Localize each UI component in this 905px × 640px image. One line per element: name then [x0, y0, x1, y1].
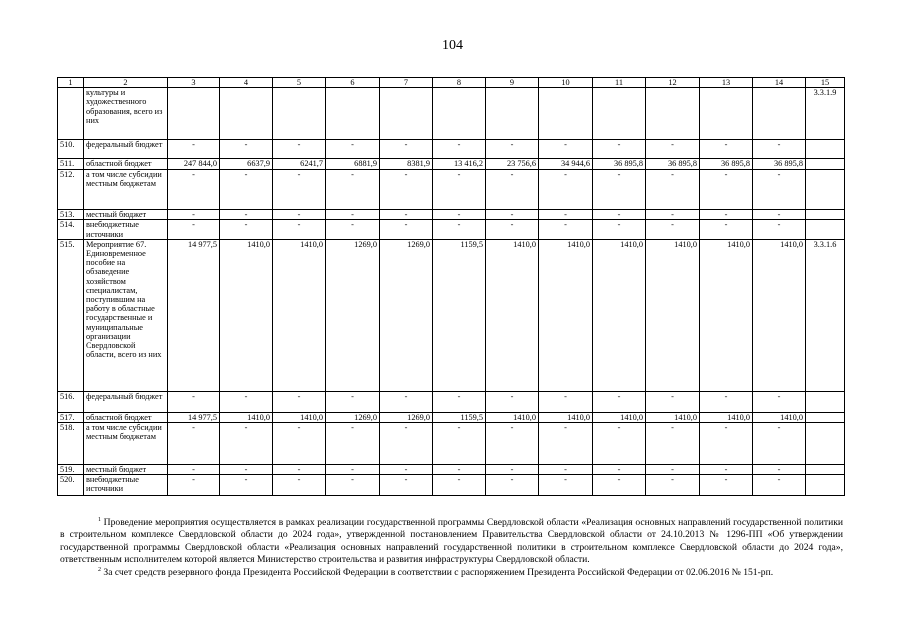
value-cell: - — [326, 220, 380, 239]
value-cell: - — [700, 465, 753, 475]
value-cell: - — [168, 170, 220, 210]
column-header-2: 2 — [84, 78, 168, 88]
value-cell — [433, 88, 486, 140]
value-cell: - — [220, 140, 273, 159]
value-cell: - — [433, 423, 486, 465]
value-cell: - — [753, 210, 806, 220]
value-cell: - — [273, 475, 326, 496]
table-row — [58, 239, 845, 391]
value-cell: 23 756,6 — [486, 159, 539, 170]
value-cell: - — [380, 220, 433, 239]
row-number: 516. — [58, 391, 84, 412]
target-code — [806, 391, 845, 412]
row-number: 513. — [58, 210, 84, 220]
target-code — [806, 210, 845, 220]
value-cell: 13 416,2 — [433, 159, 486, 170]
value-cell — [539, 88, 593, 140]
value-cell: - — [539, 391, 593, 412]
value-cell: - — [646, 423, 700, 465]
table-row — [58, 88, 845, 140]
value-cell: - — [380, 475, 433, 496]
target-code — [806, 423, 845, 465]
column-header-4: 4 — [220, 78, 273, 88]
footnote-1-text: Проведение мероприятия осуществляется в рамках реализации государственной программы Свердловской области «Реализация основных направлений государственной политики в строительном комплексе Свердловской области до 2024 года», утвержденной постановлением Правительства Свердловской области от 24.10.2013 № 1296-ПП «Об утверждении государственной программы Свердловской области «Реализация основных направлений государственной политики в строительном комплексе Свердловской области до 2024 года», ответственным исполнителем которой является Министерство строительства и развития инфраструктуры Свердловской области. — [60, 517, 844, 566]
column-header-9: 9 — [486, 78, 539, 88]
value-cell: - — [380, 170, 433, 210]
footnote-1-mark: 1 — [98, 517, 101, 523]
table-row — [58, 220, 845, 239]
value-cell: 1159,5 — [433, 239, 486, 391]
column-header-15: 15 — [806, 78, 845, 88]
value-cell: - — [753, 475, 806, 496]
table-row — [58, 159, 845, 170]
value-cell: - — [700, 140, 753, 159]
value-cell — [486, 88, 539, 140]
value-cell: - — [700, 423, 753, 465]
row-number: 519. — [58, 465, 84, 475]
value-cell: 1410,0 — [273, 239, 326, 391]
value-cell: - — [326, 170, 380, 210]
target-code — [806, 159, 845, 170]
value-cell: - — [326, 423, 380, 465]
target-code — [806, 140, 845, 159]
value-cell: - — [486, 210, 539, 220]
value-cell: - — [168, 465, 220, 475]
value-cell: - — [486, 391, 539, 412]
value-cell: - — [168, 210, 220, 220]
value-cell: 6881,9 — [326, 159, 380, 170]
value-cell: - — [326, 391, 380, 412]
value-cell: - — [380, 210, 433, 220]
value-cell: - — [593, 140, 646, 159]
column-header-10: 10 — [539, 78, 593, 88]
value-cell: - — [753, 391, 806, 412]
value-cell: - — [753, 220, 806, 239]
value-cell: - — [700, 475, 753, 496]
value-cell: - — [168, 220, 220, 239]
column-header-14: 14 — [753, 78, 806, 88]
row-name: культуры и художественного образования, всего из них — [84, 88, 168, 140]
value-cell: - — [486, 170, 539, 210]
value-cell: 1410,0 — [486, 239, 539, 391]
footnote-2 — [60, 567, 843, 579]
value-cell: - — [220, 391, 273, 412]
value-cell — [646, 88, 700, 140]
value-cell: - — [593, 475, 646, 496]
value-cell: 1410,0 — [220, 412, 273, 422]
value-cell — [273, 88, 326, 140]
table-row — [58, 140, 845, 159]
value-cell: 36 895,8 — [593, 159, 646, 170]
value-cell: - — [593, 423, 646, 465]
column-header-13: 13 — [700, 78, 753, 88]
value-cell: - — [433, 170, 486, 210]
value-cell: 34 944,6 — [539, 159, 593, 170]
value-cell: - — [326, 210, 380, 220]
value-cell: - — [273, 391, 326, 412]
value-cell: - — [220, 170, 273, 210]
value-cell: 1410,0 — [539, 412, 593, 422]
value-cell: 1410,0 — [220, 239, 273, 391]
value-cell: - — [168, 423, 220, 465]
target-code — [806, 465, 845, 475]
value-cell: 1410,0 — [700, 412, 753, 422]
value-cell: 1410,0 — [273, 412, 326, 422]
value-cell — [753, 88, 806, 140]
value-cell: 1410,0 — [593, 239, 646, 391]
target-code: 3.3.1.9 — [806, 88, 845, 140]
value-cell — [168, 88, 220, 140]
value-cell: - — [593, 170, 646, 210]
value-cell: - — [646, 220, 700, 239]
value-cell: - — [753, 140, 806, 159]
value-cell — [380, 88, 433, 140]
value-cell: - — [646, 465, 700, 475]
value-cell: 1410,0 — [646, 412, 700, 422]
row-name: внебюджетные источники — [84, 475, 168, 496]
value-cell: 1410,0 — [646, 239, 700, 391]
value-cell: - — [326, 140, 380, 159]
value-cell: 14 977,5 — [168, 412, 220, 422]
value-cell: - — [646, 170, 700, 210]
value-cell: - — [539, 210, 593, 220]
value-cell: - — [700, 170, 753, 210]
value-cell: - — [326, 465, 380, 475]
value-cell: - — [273, 423, 326, 465]
table-body — [58, 88, 845, 496]
value-cell: - — [486, 140, 539, 159]
value-cell: - — [486, 220, 539, 239]
target-code: 3.3.1.6 — [806, 239, 845, 391]
target-code — [806, 475, 845, 496]
row-name: областной бюджет — [84, 412, 168, 422]
row-number: 512. — [58, 170, 84, 210]
row-name: а том числе субсидии местным бюджетам — [84, 423, 168, 465]
value-cell: 36 895,8 — [700, 159, 753, 170]
row-number: 514. — [58, 220, 84, 239]
value-cell: - — [220, 220, 273, 239]
row-name: местный бюджет — [84, 465, 168, 475]
value-cell: - — [326, 475, 380, 496]
table-row — [58, 423, 845, 465]
row-number: 515. — [58, 239, 84, 391]
value-cell: - — [433, 391, 486, 412]
row-name: федеральный бюджет — [84, 391, 168, 412]
column-header-6: 6 — [326, 78, 380, 88]
value-cell: - — [700, 220, 753, 239]
value-cell: - — [168, 391, 220, 412]
value-cell: - — [486, 475, 539, 496]
value-cell: - — [539, 170, 593, 210]
value-cell: - — [273, 465, 326, 475]
target-code — [806, 170, 845, 210]
value-cell: 1269,0 — [380, 412, 433, 422]
value-cell: - — [273, 220, 326, 239]
target-code — [806, 220, 845, 239]
value-cell: 1410,0 — [486, 412, 539, 422]
table-row — [58, 170, 845, 210]
value-cell: - — [273, 170, 326, 210]
value-cell: - — [646, 210, 700, 220]
value-cell: - — [380, 423, 433, 465]
value-cell: - — [433, 140, 486, 159]
footnote-2-text: За счет средств резервного фонда Президента Российской Федерации в соответствии с распоряжением Президента Российской Федерации от 02.06.2016 № 151-рп. — [103, 566, 774, 578]
value-cell: - — [273, 140, 326, 159]
row-number: 520. — [58, 475, 84, 496]
value-cell: - — [486, 423, 539, 465]
row-name: местный бюджет — [84, 210, 168, 220]
table-row — [58, 391, 845, 412]
value-cell: - — [539, 140, 593, 159]
row-number: 511. — [58, 159, 84, 170]
value-cell: - — [168, 140, 220, 159]
value-cell: 6241,7 — [273, 159, 326, 170]
value-cell: 1410,0 — [593, 412, 646, 422]
value-cell: - — [433, 475, 486, 496]
value-cell: - — [220, 210, 273, 220]
value-cell: - — [593, 465, 646, 475]
row-name: внебюджетные источники — [84, 220, 168, 239]
value-cell: - — [539, 475, 593, 496]
value-cell: 1159,5 — [433, 412, 486, 422]
value-cell: - — [486, 465, 539, 475]
value-cell: 6637,9 — [220, 159, 273, 170]
value-cell — [326, 88, 380, 140]
header-row — [58, 78, 845, 88]
table-row — [58, 412, 845, 422]
value-cell: - — [539, 220, 593, 239]
value-cell: - — [753, 423, 806, 465]
row-name: областной бюджет — [84, 159, 168, 170]
value-cell: 8381,9 — [380, 159, 433, 170]
table-row — [58, 475, 845, 496]
value-cell: - — [700, 391, 753, 412]
value-cell: 14 977,5 — [168, 239, 220, 391]
value-cell: - — [168, 475, 220, 496]
row-number: 518. — [58, 423, 84, 465]
value-cell: - — [646, 391, 700, 412]
value-cell: - — [753, 170, 806, 210]
value-cell: - — [273, 210, 326, 220]
value-cell: - — [753, 465, 806, 475]
value-cell: 1410,0 — [753, 412, 806, 422]
row-number: 517. — [58, 412, 84, 422]
value-cell — [700, 88, 753, 140]
value-cell — [220, 88, 273, 140]
value-cell: 1269,0 — [380, 239, 433, 391]
value-cell: 1410,0 — [700, 239, 753, 391]
column-header-7: 7 — [380, 78, 433, 88]
column-header-5: 5 — [273, 78, 326, 88]
value-cell: - — [380, 140, 433, 159]
value-cell: - — [220, 475, 273, 496]
table-row — [58, 465, 845, 475]
target-code — [806, 412, 845, 422]
footnotes — [60, 517, 843, 579]
value-cell: - — [593, 210, 646, 220]
column-header-3: 3 — [168, 78, 220, 88]
footnote-1 — [60, 517, 843, 567]
value-cell: 1269,0 — [326, 239, 380, 391]
value-cell: - — [433, 210, 486, 220]
footnote-2-mark: 2 — [98, 566, 101, 573]
value-cell: - — [380, 391, 433, 412]
value-cell: - — [700, 210, 753, 220]
value-cell: - — [380, 465, 433, 475]
table-row — [58, 210, 845, 220]
value-cell: - — [433, 220, 486, 239]
row-name: Мероприятие 67. Единовременное пособие на обзаведение хозяйством специалистам, поступившим на работу в областные государственные и муниципальные организации Свердловской области, всего из них — [84, 239, 168, 391]
column-header-12: 12 — [646, 78, 700, 88]
row-number: 510. — [58, 140, 84, 159]
value-cell: - — [433, 465, 486, 475]
value-cell: - — [220, 423, 273, 465]
column-header-1: 1 — [58, 78, 84, 88]
row-number — [58, 88, 84, 140]
value-cell: 1269,0 — [326, 412, 380, 422]
value-cell: - — [539, 465, 593, 475]
value-cell: - — [593, 391, 646, 412]
value-cell — [593, 88, 646, 140]
row-name: федеральный бюджет — [84, 140, 168, 159]
value-cell: 1410,0 — [753, 239, 806, 391]
value-cell: - — [646, 475, 700, 496]
page-number: 104 — [442, 38, 463, 53]
value-cell: - — [220, 465, 273, 475]
value-cell: 36 895,8 — [753, 159, 806, 170]
value-cell: - — [593, 220, 646, 239]
value-cell: - — [646, 140, 700, 159]
value-cell: 247 844,0 — [168, 159, 220, 170]
row-name: а том числе субсидии местным бюджетам — [84, 170, 168, 210]
value-cell: - — [539, 423, 593, 465]
column-header-8: 8 — [433, 78, 486, 88]
budget-table — [57, 77, 845, 496]
value-cell: 36 895,8 — [646, 159, 700, 170]
value-cell: 1410,0 — [539, 239, 593, 391]
column-header-11: 11 — [593, 78, 646, 88]
